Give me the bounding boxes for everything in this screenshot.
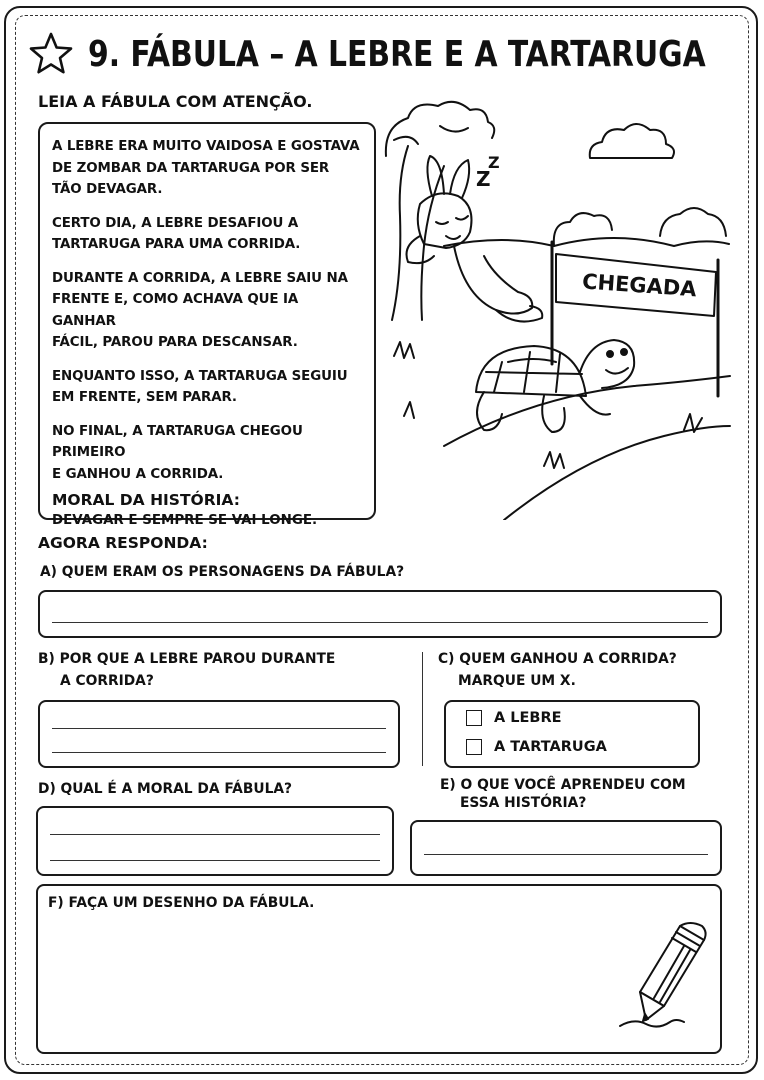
answer-line (50, 834, 380, 835)
story-line: EM FRENTE, SEM PARAR. (52, 390, 237, 405)
zzz-letter: Z (488, 153, 500, 172)
finish-sign-label: CHEGADA (581, 269, 698, 302)
tree (392, 146, 444, 320)
story-paragraph (52, 421, 364, 486)
story-line: DURANTE A CORRIDA, A LEBRE SAIU NA (52, 270, 348, 286)
answer-e-box[interactable] (410, 820, 722, 876)
question-c-line: MARQUE UM X. (458, 673, 576, 689)
header (28, 26, 759, 82)
question-b-line: B) POR QUE A LEBRE PAROU DURANTE (38, 651, 336, 667)
story-paragraph (52, 366, 364, 409)
hare (418, 193, 472, 248)
turtle (476, 346, 586, 396)
answer-line (52, 728, 386, 729)
story-line: NO FINAL, A TARTARUGA CHEGOU PRIMEIRO (52, 423, 303, 460)
fable-illustration (384, 96, 734, 520)
story-line: FRENTE E, COMO ACHAVA QUE IA GANHAR (52, 292, 299, 329)
option-label: A TARTARUGA (494, 739, 607, 755)
checkbox[interactable] (466, 739, 482, 755)
moral-title: MORAL DA HISTÓRIA: (52, 491, 240, 509)
answer-a-box[interactable] (38, 590, 722, 638)
answer-d-box[interactable] (36, 806, 394, 876)
answer-line (52, 752, 386, 753)
checkbox[interactable] (466, 710, 482, 726)
story-line: ENQUANTO ISSO, A TARTARUGA SEGUIU (52, 368, 348, 384)
answer-line (424, 854, 708, 855)
column-divider (422, 652, 423, 766)
pencil-icon (610, 918, 720, 1036)
answer-b-box[interactable] (38, 700, 400, 768)
star-icon (28, 31, 74, 77)
page-title: 9. FÁBULA – A LEBRE E A TARTARUGA (88, 33, 706, 75)
question-d: D) QUAL É A MORAL DA FÁBULA? (38, 781, 293, 797)
question-c (438, 648, 677, 692)
moral-text: DEVAGAR E SEMPRE SE VAI LONGE. (52, 513, 318, 528)
story-line: DE ZOMBAR DA TARTARUGA POR SER (52, 160, 330, 176)
answer-line (52, 622, 708, 623)
story-line: E GANHOU A CORRIDA. (52, 466, 224, 482)
question-b-line: A CORRIDA? (60, 673, 154, 689)
question-e (440, 776, 686, 812)
question-f: F) FAÇA UM DESENHO DA FÁBULA. (48, 895, 315, 911)
zzz-letter: Z (476, 167, 491, 191)
story-box (38, 122, 376, 528)
question-b (38, 648, 335, 692)
option-label: A LEBRE (494, 710, 562, 726)
story-line: CERTO DIA, A LEBRE DESAFIOU A (52, 215, 299, 231)
story-paragraph (52, 213, 364, 256)
story-line: A LEBRE ERA MUITO VAIDOSA E GOSTAVA (52, 139, 360, 154)
question-e-line: ESSA HISTÓRIA? (460, 795, 587, 811)
questions-heading: AGORA RESPONDA: (38, 534, 208, 552)
question-c-line: C) QUEM GANHOU A CORRIDA? (438, 651, 677, 667)
answer-line (50, 860, 380, 861)
question-e-line: E) O QUE VOCÊ APRENDEU COM (440, 777, 686, 793)
story-line: TARTARUGA PARA UMA CORRIDA. (52, 237, 301, 252)
cloud-icon (590, 124, 674, 158)
option-tartaruga[interactable] (466, 739, 607, 755)
question-a: A) QUEM ERAM OS PERSONAGENS DA FÁBULA? (40, 564, 405, 580)
reading-instruction: LEIA A FÁBULA COM ATENÇÃO. (38, 92, 313, 111)
story-line: TÃO DEVAGAR. (52, 182, 163, 197)
story-line: FÁCIL, PAROU PARA DESCANSAR. (52, 335, 298, 350)
story-paragraph (52, 268, 364, 354)
story-paragraph (52, 136, 364, 201)
option-lebre[interactable] (466, 710, 562, 726)
